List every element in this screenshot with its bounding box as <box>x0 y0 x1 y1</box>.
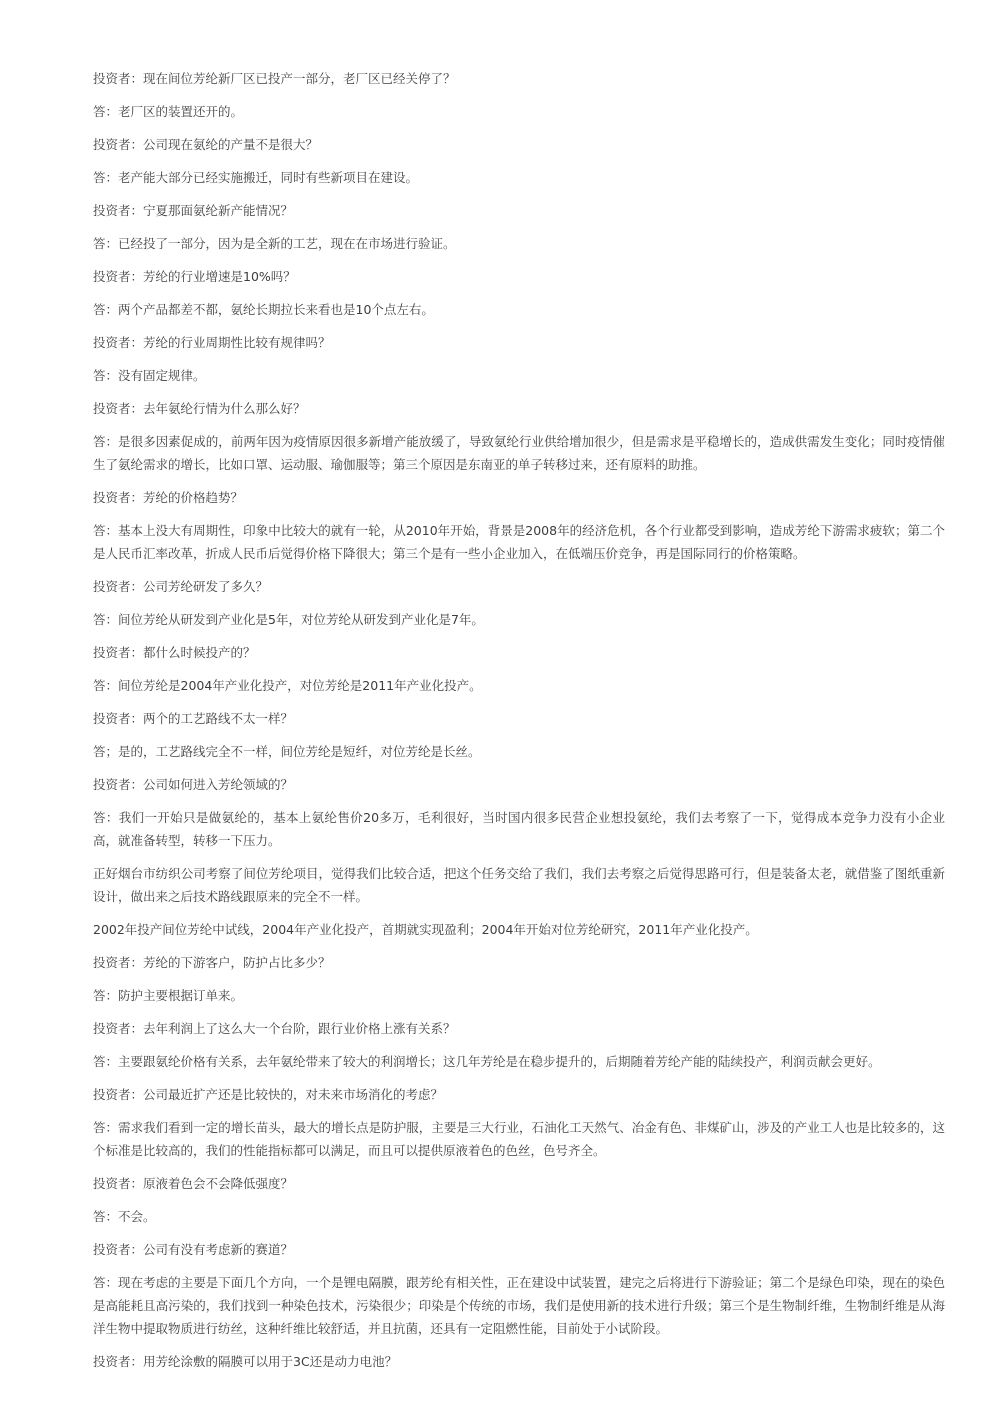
paragraph: 投资者：芳纶的下游客户，防护占比多少？ <box>93 955 331 970</box>
paragraph: 答：已经投了一部分，因为是全新的工艺，现在在市场进行验证。 <box>93 236 456 251</box>
paragraph: 投资者：两个的工艺路线不太一样？ <box>93 711 294 726</box>
paragraph: 答：现在考虑的主要是下面几个方向，一个是锂电隔膜，跟芳纶有相关性，正在建设中试装置，建完之后将进行下游验证；第二个是绿色印染，现在的染色是高能耗且高污染的，我们找到一种染色技术，污染很少；印染是个传统的市场，我们是使用新的技术进行升级；第三个是生物制纤维，生物制纤维是从海洋生物中提取物质进行纺丝，这种纤维比较舒适，并且抗菌，还具有一定阻燃性能，目前处于小试阶段。 <box>93 1275 945 1336</box>
paragraph: 投资者：现在间位芳纶新厂区已投产一部分，老厂区已经关停了？ <box>93 71 456 86</box>
paragraph: 投资者：都什么时候投产的？ <box>93 645 256 660</box>
paragraph: 投资者：去年利润上了这么大一个台阶，跟行业价格上涨有关系？ <box>93 1021 456 1036</box>
paragraph: 投资者：公司如何进入芳纶领域的？ <box>93 777 294 792</box>
paragraph: 投资者：芳纶的行业增速是10%吗？ <box>93 269 296 284</box>
paragraph: 答；是的，工艺路线完全不一样，间位芳纶是短纤，对位芳纶是长丝。 <box>93 744 481 759</box>
paragraph: 投资者：去年氨纶行情为什么那么好？ <box>93 401 306 416</box>
paragraph: 投资者：原液着色会不会降低强度？ <box>93 1176 294 1191</box>
paragraph: 答：老产能大部分已经实施搬迁，同时有些新项目在建设。 <box>93 170 419 185</box>
paragraph: 投资者：宁夏那面氨纶新产能情况？ <box>93 203 294 218</box>
paragraph: 投资者：公司最近扩产还是比较快的，对未来市场消化的考虑？ <box>93 1087 444 1102</box>
paragraph: 答：间位芳纶从研发到产业化是5年，对位芳纶从研发到产业化是7年。 <box>93 612 484 627</box>
paragraph: 答：两个产品都差不都，氨纶长期拉长来看也是10个点左右。 <box>93 302 434 317</box>
paragraph: 投资者：用芳纶涂敷的隔膜可以用于3C还是动力电池？ <box>93 1354 398 1369</box>
paragraph: 答：我们一开始只是做氨纶的，基本上氨纶售价20多万，毛利很好，当时国内很多民营企业想投氨纶，我们去考察了一下，觉得成本竞争力没有小企业高，就准备转型，转移一下压力。 <box>93 810 945 848</box>
paragraph: 投资者：芳纶的价格趋势？ <box>93 490 244 505</box>
paragraph: 答：防护主要根据订单来。 <box>93 988 244 1003</box>
paragraph: 投资者：公司有没有考虑新的赛道？ <box>93 1242 294 1257</box>
paragraph: 正好烟台市纺织公司考察了间位芳纶项目，觉得我们比较合适，把这个任务交给了我们，我们去考察之后觉得思路可行，但是装备太老，就借鉴了图纸重新设计，做出来之后技术路线跟原来的完全不一样。 <box>93 866 945 904</box>
paragraph: 答：需求我们看到一定的增长苗头，最大的增长点是防护服，主要是三大行业，石油化工天然气、冶金有色、非煤矿山，涉及的产业工人也是比较多的，这个标准是比较高的，我们的性能指标都可以满足，而且可以提供原液着色的色丝，色号齐全。 <box>93 1120 945 1158</box>
paragraph: 投资者：公司现在氨纶的产量不是很大？ <box>93 137 319 152</box>
paragraph: 答：没有固定规律。 <box>93 368 206 383</box>
paragraph: 答：不会。 <box>93 1209 156 1224</box>
paragraph: 答：老厂区的装置还开的。 <box>93 104 244 119</box>
paragraph: 2002年投产间位芳纶中试线，2004年产业化投产，首期就实现盈利；2004年开始对位芳纶研究，2011年产业化投产。 <box>93 922 758 937</box>
paragraph: 答：间位芳纶是2004年产业化投产，对位芳纶是2011年产业化投产。 <box>93 678 482 693</box>
paragraph: 投资者：公司芳纶研发了多久？ <box>93 579 269 594</box>
paragraph: 投资者：芳纶的行业周期性比较有规律吗？ <box>93 335 331 350</box>
paragraph: 答：是很多因素促成的，前两年因为疫情原因很多新增产能放缓了，导致氨纶行业供给增加很少，但是需求是平稳增长的，造成供需发生变化；同时疫情催生了氨纶需求的增长，比如口罩、运动服、瑜伽服等；第三个原因是东南亚的单子转移过来，还有原料的助推。 <box>93 434 945 472</box>
document-body <box>93 67 945 1383</box>
paragraph: 答：主要跟氨纶价格有关系，去年氨纶带来了较大的利润增长；这几年芳纶是在稳步提升的，后期随着芳纶产能的陆续投产，利润贡献会更好。 <box>93 1054 881 1069</box>
paragraph: 答：基本上没大有周期性，印象中比较大的就有一轮，从2010年开始，背景是2008年的经济危机，各个行业都受到影响，造成芳纶下游需求疲软；第二个是人民币汇率改革，折成人民币后觉得价格下降很大；第三个是有一些小企业加入，在低端压价竞争，再是国际同行的价格策略。 <box>93 523 945 561</box>
